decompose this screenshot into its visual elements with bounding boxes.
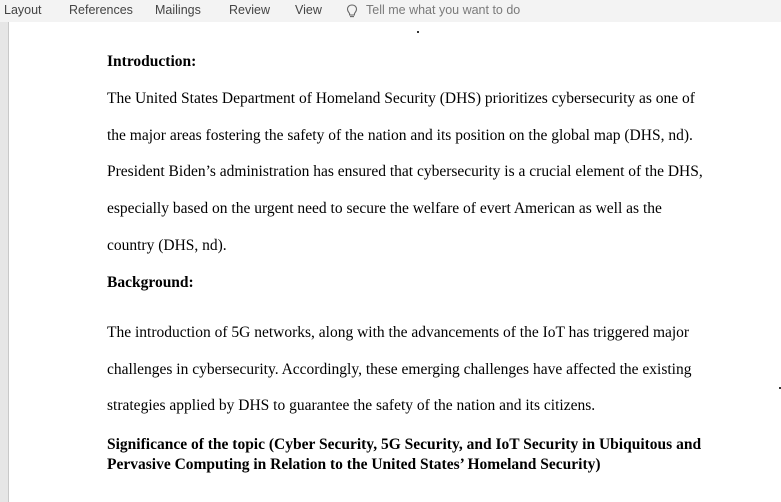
intro-line-5: country (DHS, nd). [107, 237, 227, 254]
intro-line-4: especially based on the urgent need to secure the welfare of evert American as well as the [107, 200, 662, 217]
tab-references[interactable]: References [69, 3, 133, 17]
tab-layout[interactable]: Layout [4, 3, 42, 17]
background-line-3: strategies applied by DHS to guarantee the safety of the nation and its citizens. [107, 397, 596, 414]
tab-mailings[interactable]: Mailings [155, 3, 201, 17]
heading-introduction: Introduction: [107, 53, 197, 70]
tab-view[interactable]: View [295, 3, 322, 17]
tab-review[interactable]: Review [229, 3, 270, 17]
intro-line-2: the major areas fostering the safety of the nation and its position on the global map (DHS, nd). [107, 127, 693, 144]
background-line-2: challenges in cybersecurity. Accordingly, these emerging challenges have affected the existing [107, 361, 692, 378]
background-line-1: The introduction of 5G networks, along with the advancements of the IoT has triggered major [107, 324, 690, 341]
heading-background: Background: [107, 274, 194, 291]
heading-significance: Significance of the topic (Cyber Security, 5G Security, and IoT Security in Ubiquitous and Pervasive Computing in Relation to the United States’ Homeland Security) [107, 436, 702, 473]
document-gutter [0, 22, 8, 502]
document-page[interactable] [8, 22, 781, 502]
tell-me-placeholder: Tell me what you want to do [366, 3, 521, 17]
stray-mark [417, 31, 419, 33]
intro-line-1: The United States Department of Homeland Security (DHS) prioritizes cybersecurity as one of [107, 90, 695, 107]
ribbon-tab-bar [0, 0, 781, 22]
lightbulb-icon [346, 4, 358, 19]
intro-line-3: President Biden’s administration has ensured that cybersecurity is a crucial element of the DHS, [107, 163, 703, 180]
